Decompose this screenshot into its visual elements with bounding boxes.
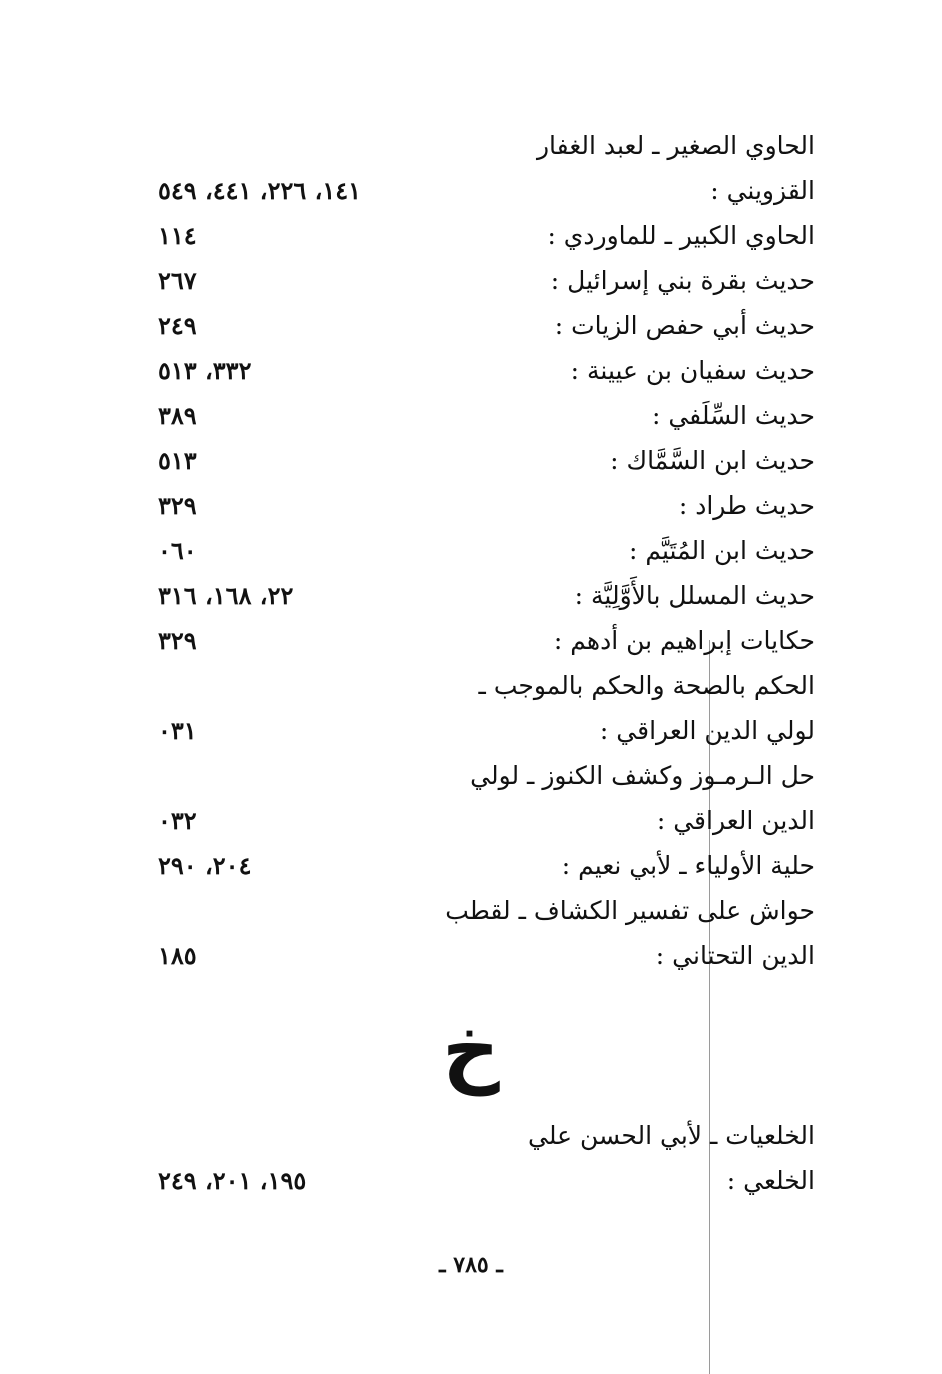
index-row — [0, 528, 942, 573]
entry-title: الدين التحتاني : — [655, 941, 815, 970]
entry-pages: ٣٣٢، ٥١٣ — [158, 356, 252, 385]
entry-title: الخلعيات ـ لأبي الحسن علي — [528, 1121, 815, 1150]
entry-title: حديث ابن المُتَيَّم : — [628, 536, 815, 565]
entry-pages: ٣٢٩ — [158, 491, 197, 520]
index-row — [0, 393, 942, 438]
entry-title: حديث أبي حفص الزيات : — [554, 311, 815, 340]
entry-title: لولي الدين العراقي : — [599, 716, 815, 745]
index-row — [0, 123, 942, 168]
index-row — [0, 168, 942, 213]
entry-title: الحاوي الصغير ـ لعبد الغفار — [536, 131, 815, 160]
index-row — [0, 303, 942, 348]
entry-pages: ٥١٣ — [158, 446, 197, 475]
page-number: ـ ٧٨٥ ـ — [439, 1252, 503, 1278]
entry-pages: ٢٢، ١٦٨، ٣١٦ — [158, 581, 294, 610]
index-row — [0, 798, 942, 843]
entry-title: حديث بقرة بني إسرائيل : — [550, 266, 815, 295]
entry-title: حل الـرمـوز وكشف الكنوز ـ لولي — [470, 761, 815, 790]
entry-title: حكايات إبراهيم بن أدهم : — [553, 626, 815, 655]
entry-pages: ٣٨٩ — [158, 401, 197, 430]
entry-pages: ١٨٥ — [158, 941, 197, 970]
index-row — [0, 438, 942, 483]
entry-title: حديث المسلل بالأَوَّلِيَّة : — [574, 581, 815, 610]
index-row — [0, 888, 942, 933]
entry-title: القزويني : — [710, 176, 815, 205]
entry-pages: ٠٦٠ — [158, 536, 197, 565]
index-row — [0, 708, 942, 753]
entry-title: حلية الأولياء ـ لأبي نعيم : — [561, 851, 815, 880]
entry-pages: ٠٣١ — [158, 716, 197, 745]
index-row — [0, 933, 942, 978]
index-row — [0, 258, 942, 303]
entry-pages: ٢٤٩ — [158, 311, 197, 340]
entry-title: الحكم بالصحة والحكم بالموجب ـ — [478, 671, 815, 700]
section-heading-letter: خ — [442, 1003, 500, 1096]
index-row — [0, 1158, 942, 1203]
entry-title: الدين العراقي : — [656, 806, 815, 835]
index-row — [0, 573, 942, 618]
entry-title: حديث السِّلَفي : — [651, 401, 815, 430]
entry-pages: ٢٦٧ — [158, 266, 197, 295]
entry-title: حديث ابن السَّمَّاك : — [610, 446, 815, 475]
index-row — [0, 213, 942, 258]
index-row — [0, 843, 942, 888]
entry-title: الخلعي : — [726, 1166, 815, 1195]
index-row — [0, 753, 942, 798]
entry-title: حواش على تفسير الكشاف ـ لقطب — [445, 896, 815, 925]
index-entries-ha — [0, 123, 942, 978]
index-row — [0, 663, 942, 708]
entry-title: الحاوي الكبير ـ للماوردي : — [547, 221, 815, 250]
entry-pages: ٢٠٤، ٢٩٠ — [158, 851, 252, 880]
entry-pages: ١١٤ — [158, 221, 197, 250]
index-entries-kha — [0, 1113, 942, 1203]
index-row — [0, 618, 942, 663]
entry-title: حديث طراد : — [678, 491, 815, 520]
index-row — [0, 483, 942, 528]
index-row — [0, 1113, 942, 1158]
entry-pages: ٣٢٩ — [158, 626, 197, 655]
index-row — [0, 348, 942, 393]
entry-pages: ١٤١، ٢٢٦، ٤٤١، ٥٤٩ — [158, 176, 362, 205]
entry-pages: ١٩٥، ٢٠١، ٢٤٩ — [158, 1166, 307, 1195]
entry-pages: ٠٣٢ — [158, 806, 197, 835]
entry-title: حديث سفيان بن عيينة : — [570, 356, 815, 385]
